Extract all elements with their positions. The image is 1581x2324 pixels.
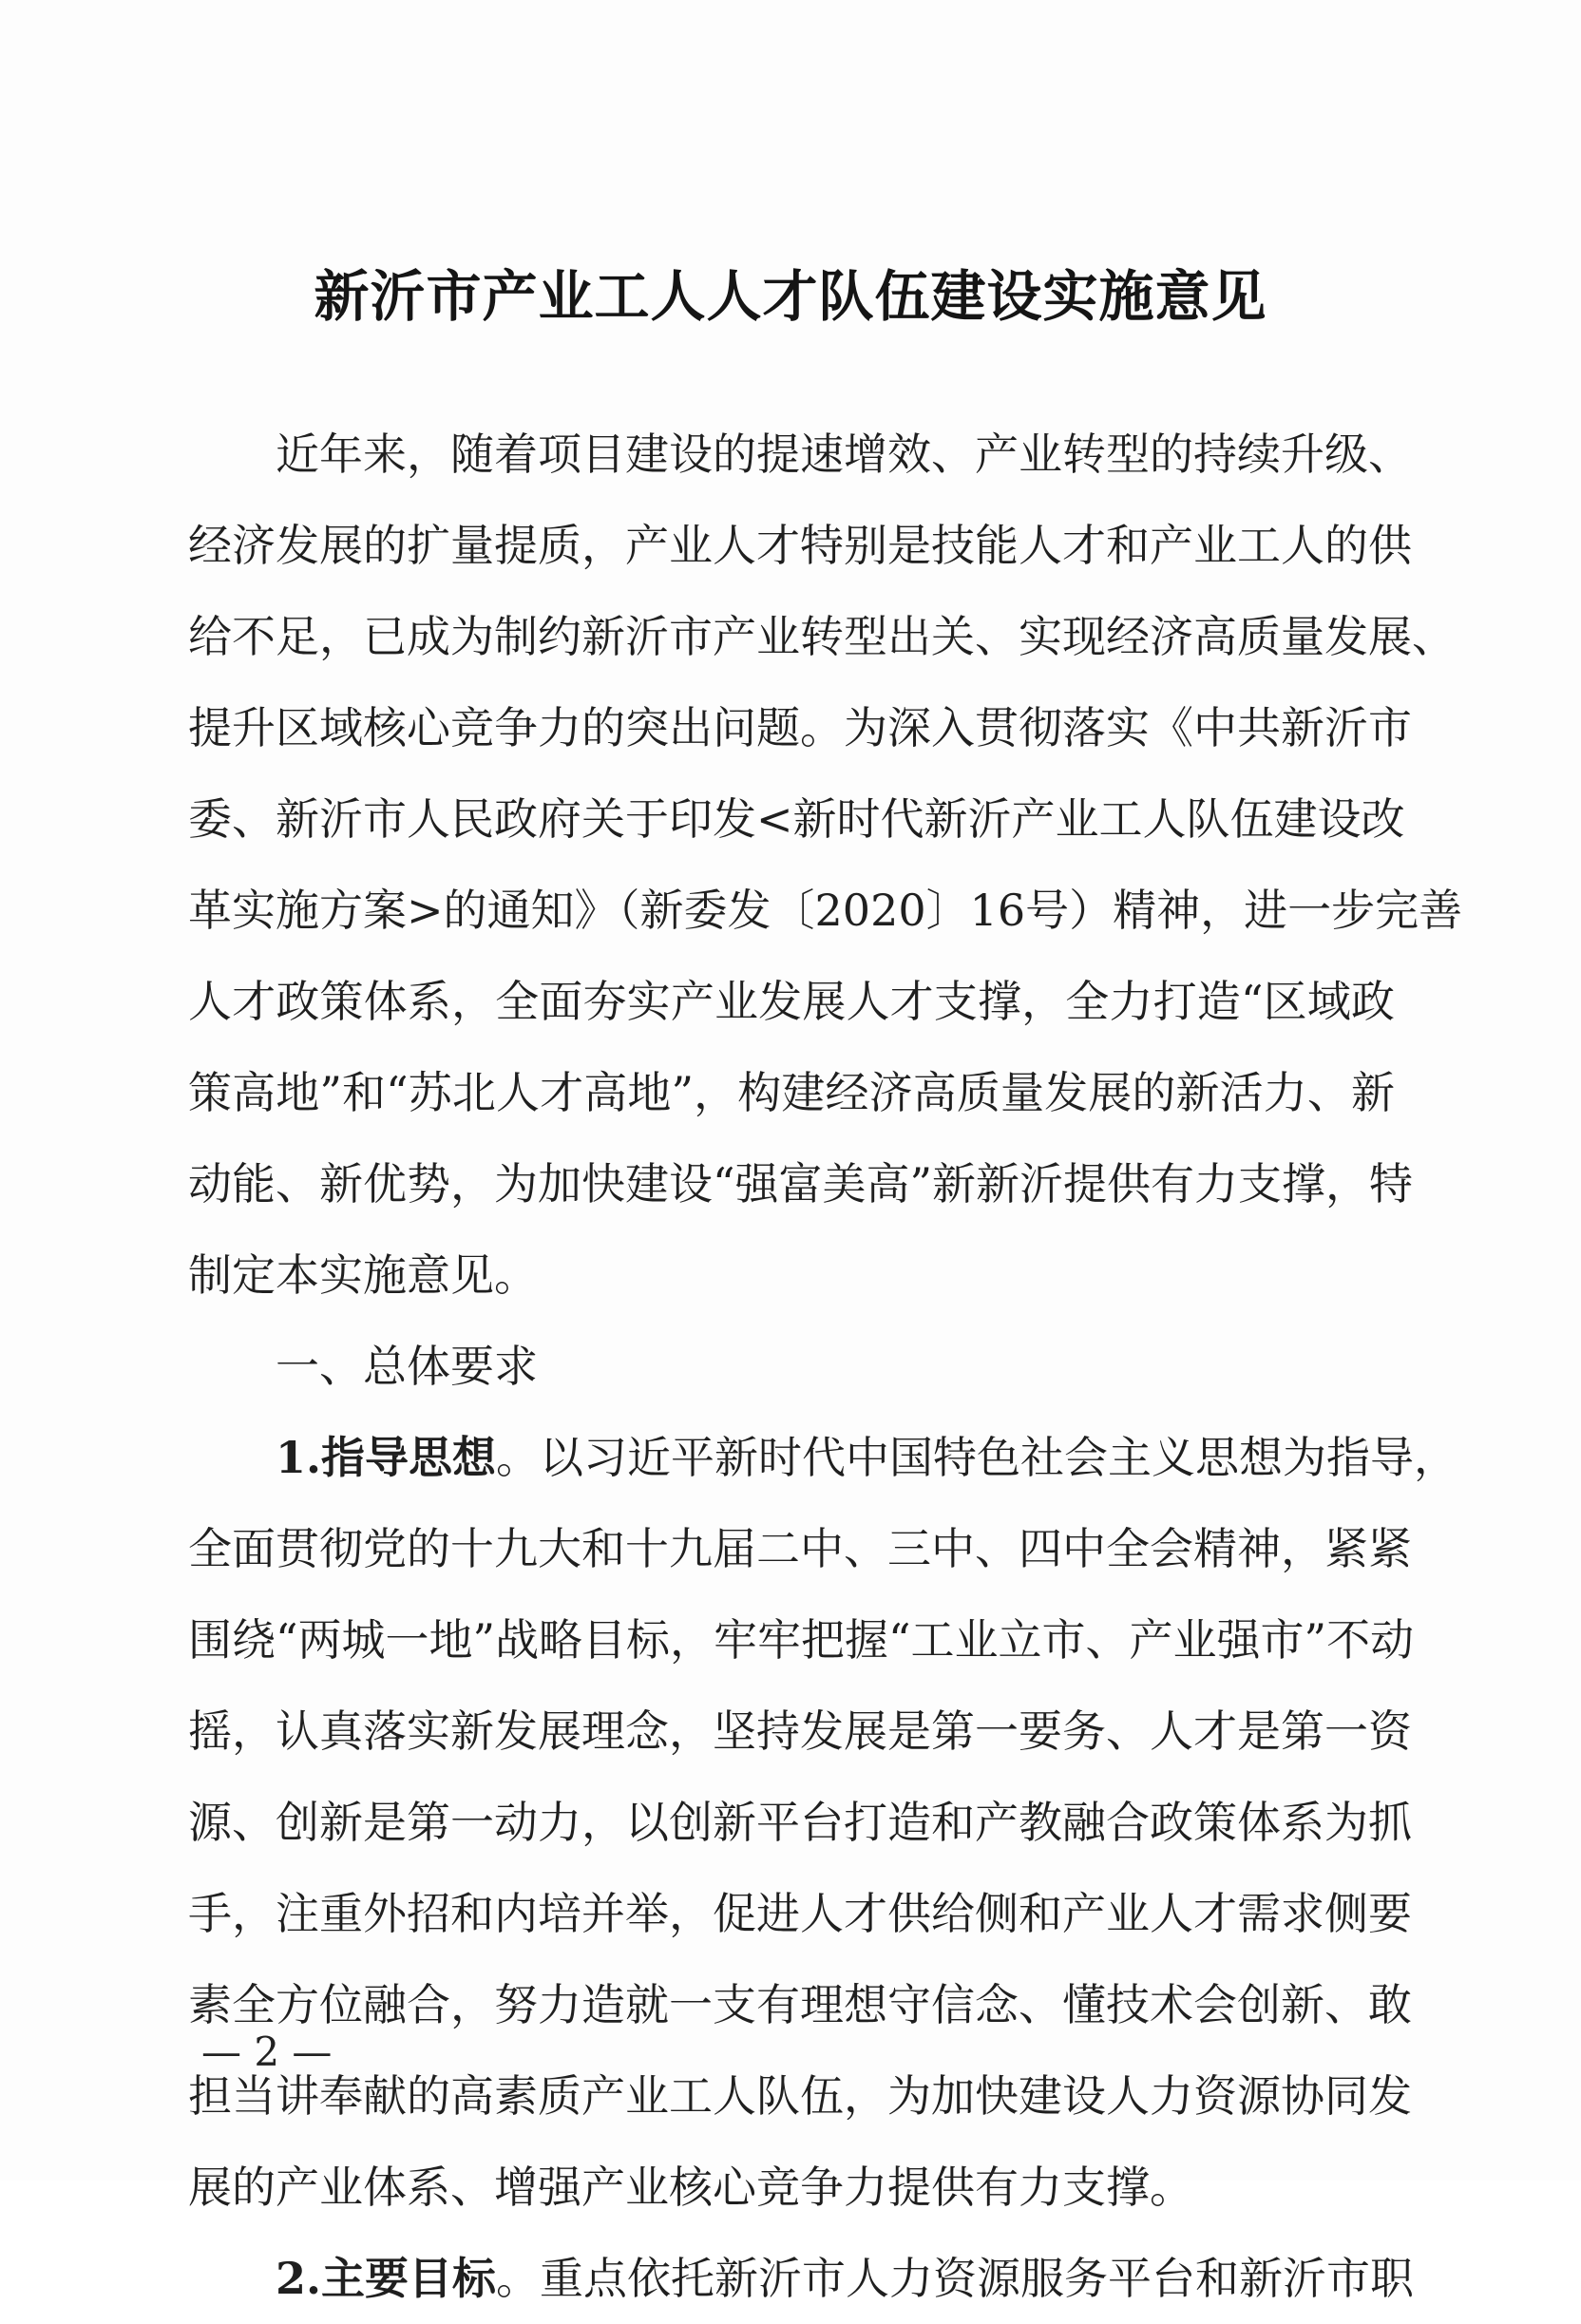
text-line	[188, 1503, 1412, 1594]
line-text: 革实施方案>的通知》（新委发〔2020〕16号）精神，进一步完善	[188, 885, 1463, 936]
line-text: 展的产业体系、增强产业核心竞争力提供有力支撑。	[188, 2162, 1193, 2213]
line-text: 委、新沂市人民政府关于印发<新时代新沂产业工人队伍建设改	[188, 793, 1405, 845]
line-text: 全面贯彻党的十九大和十九届二中、三中、四中全会精神，紧紧	[188, 1523, 1412, 1574]
line-text: 经济发展的扩量提质，产业人才特别是技能人才和产业工人的供	[188, 520, 1412, 571]
line-text: 策高地”和“苏北人才高地”，构建经济高质量发展的新活力、新	[188, 1067, 1395, 1118]
document-body	[188, 409, 1463, 2324]
section-heading-bold: 2.主要目标	[276, 2253, 497, 2304]
text-line	[188, 1868, 1412, 1959]
line-text: 。以习近平新时代中国特色社会主义思想为指导，	[496, 1432, 1458, 1483]
text-line	[188, 1959, 1412, 2050]
line-text: 摇，认真落实新发展理念，坚持发展是第一要务、人才是第一资	[188, 1705, 1412, 1757]
text-line	[188, 2233, 1415, 2324]
line-text: 一、总体要求	[276, 1341, 538, 1392]
text-line	[188, 2050, 1412, 2142]
line-text: 围绕“两城一地”战略目标，牢牢把握“工业立市、产业强市”不动	[188, 1614, 1415, 1666]
text-line	[188, 591, 1456, 682]
line-text: 担当讲奉献的高素质产业工人队伍，为加快建设人力资源协同发	[188, 2070, 1412, 2122]
text-line	[188, 1686, 1412, 1777]
line-text: 制定本实施意见。	[188, 1249, 538, 1301]
text-line	[188, 1594, 1415, 1686]
document-title: 新沂市产业工人人才队伍建设实施意见	[314, 264, 1267, 329]
line-text: 提升区域核心竞争力的突出问题。为深入贯彻落实《中共新沂市	[188, 702, 1412, 753]
text-line	[188, 1412, 1458, 1503]
text-line	[188, 1777, 1412, 1868]
line-text: 。重点依托新沂市人力资源服务平台和新沂市职	[496, 2253, 1415, 2304]
line-text: 手，注重外招和内培并举，促进人才供给侧和产业人才需求侧要	[188, 1888, 1412, 1939]
text-line	[188, 865, 1463, 956]
text-line	[188, 773, 1405, 865]
line-text: 素全方位融合，努力造就一支有理想守信念、懂技术会创新、敢	[188, 1979, 1412, 2030]
text-line	[188, 682, 1412, 773]
line-text: 给不足，已成为制约新沂市产业转型出关、实现经济高质量发展、	[188, 611, 1456, 662]
text-line	[188, 1321, 1395, 1412]
text-line	[188, 409, 1412, 500]
page-number: — 2 —	[201, 2029, 333, 2075]
line-text: 人才政策体系，全面夯实产业发展人才支撑，全力打造“区域政	[188, 976, 1395, 1027]
text-line	[188, 2142, 1395, 2233]
text-line	[188, 1138, 1414, 1229]
text-line	[188, 1229, 1395, 1321]
text-line	[188, 956, 1395, 1047]
section-heading-bold: 1.指导思想	[276, 1432, 497, 1483]
line-text: 源、创新是第一动力，以创新平台打造和产教融合政策体系为抓	[188, 1797, 1412, 1848]
text-line	[188, 1047, 1395, 1138]
line-text: 近年来，随着项目建设的提速增效、产业转型的持续升级、	[276, 429, 1412, 480]
text-line	[188, 500, 1412, 591]
line-text: 动能、新优势，为加快建设“强富美高”新新沂提供有力支撑，特	[188, 1158, 1414, 1210]
